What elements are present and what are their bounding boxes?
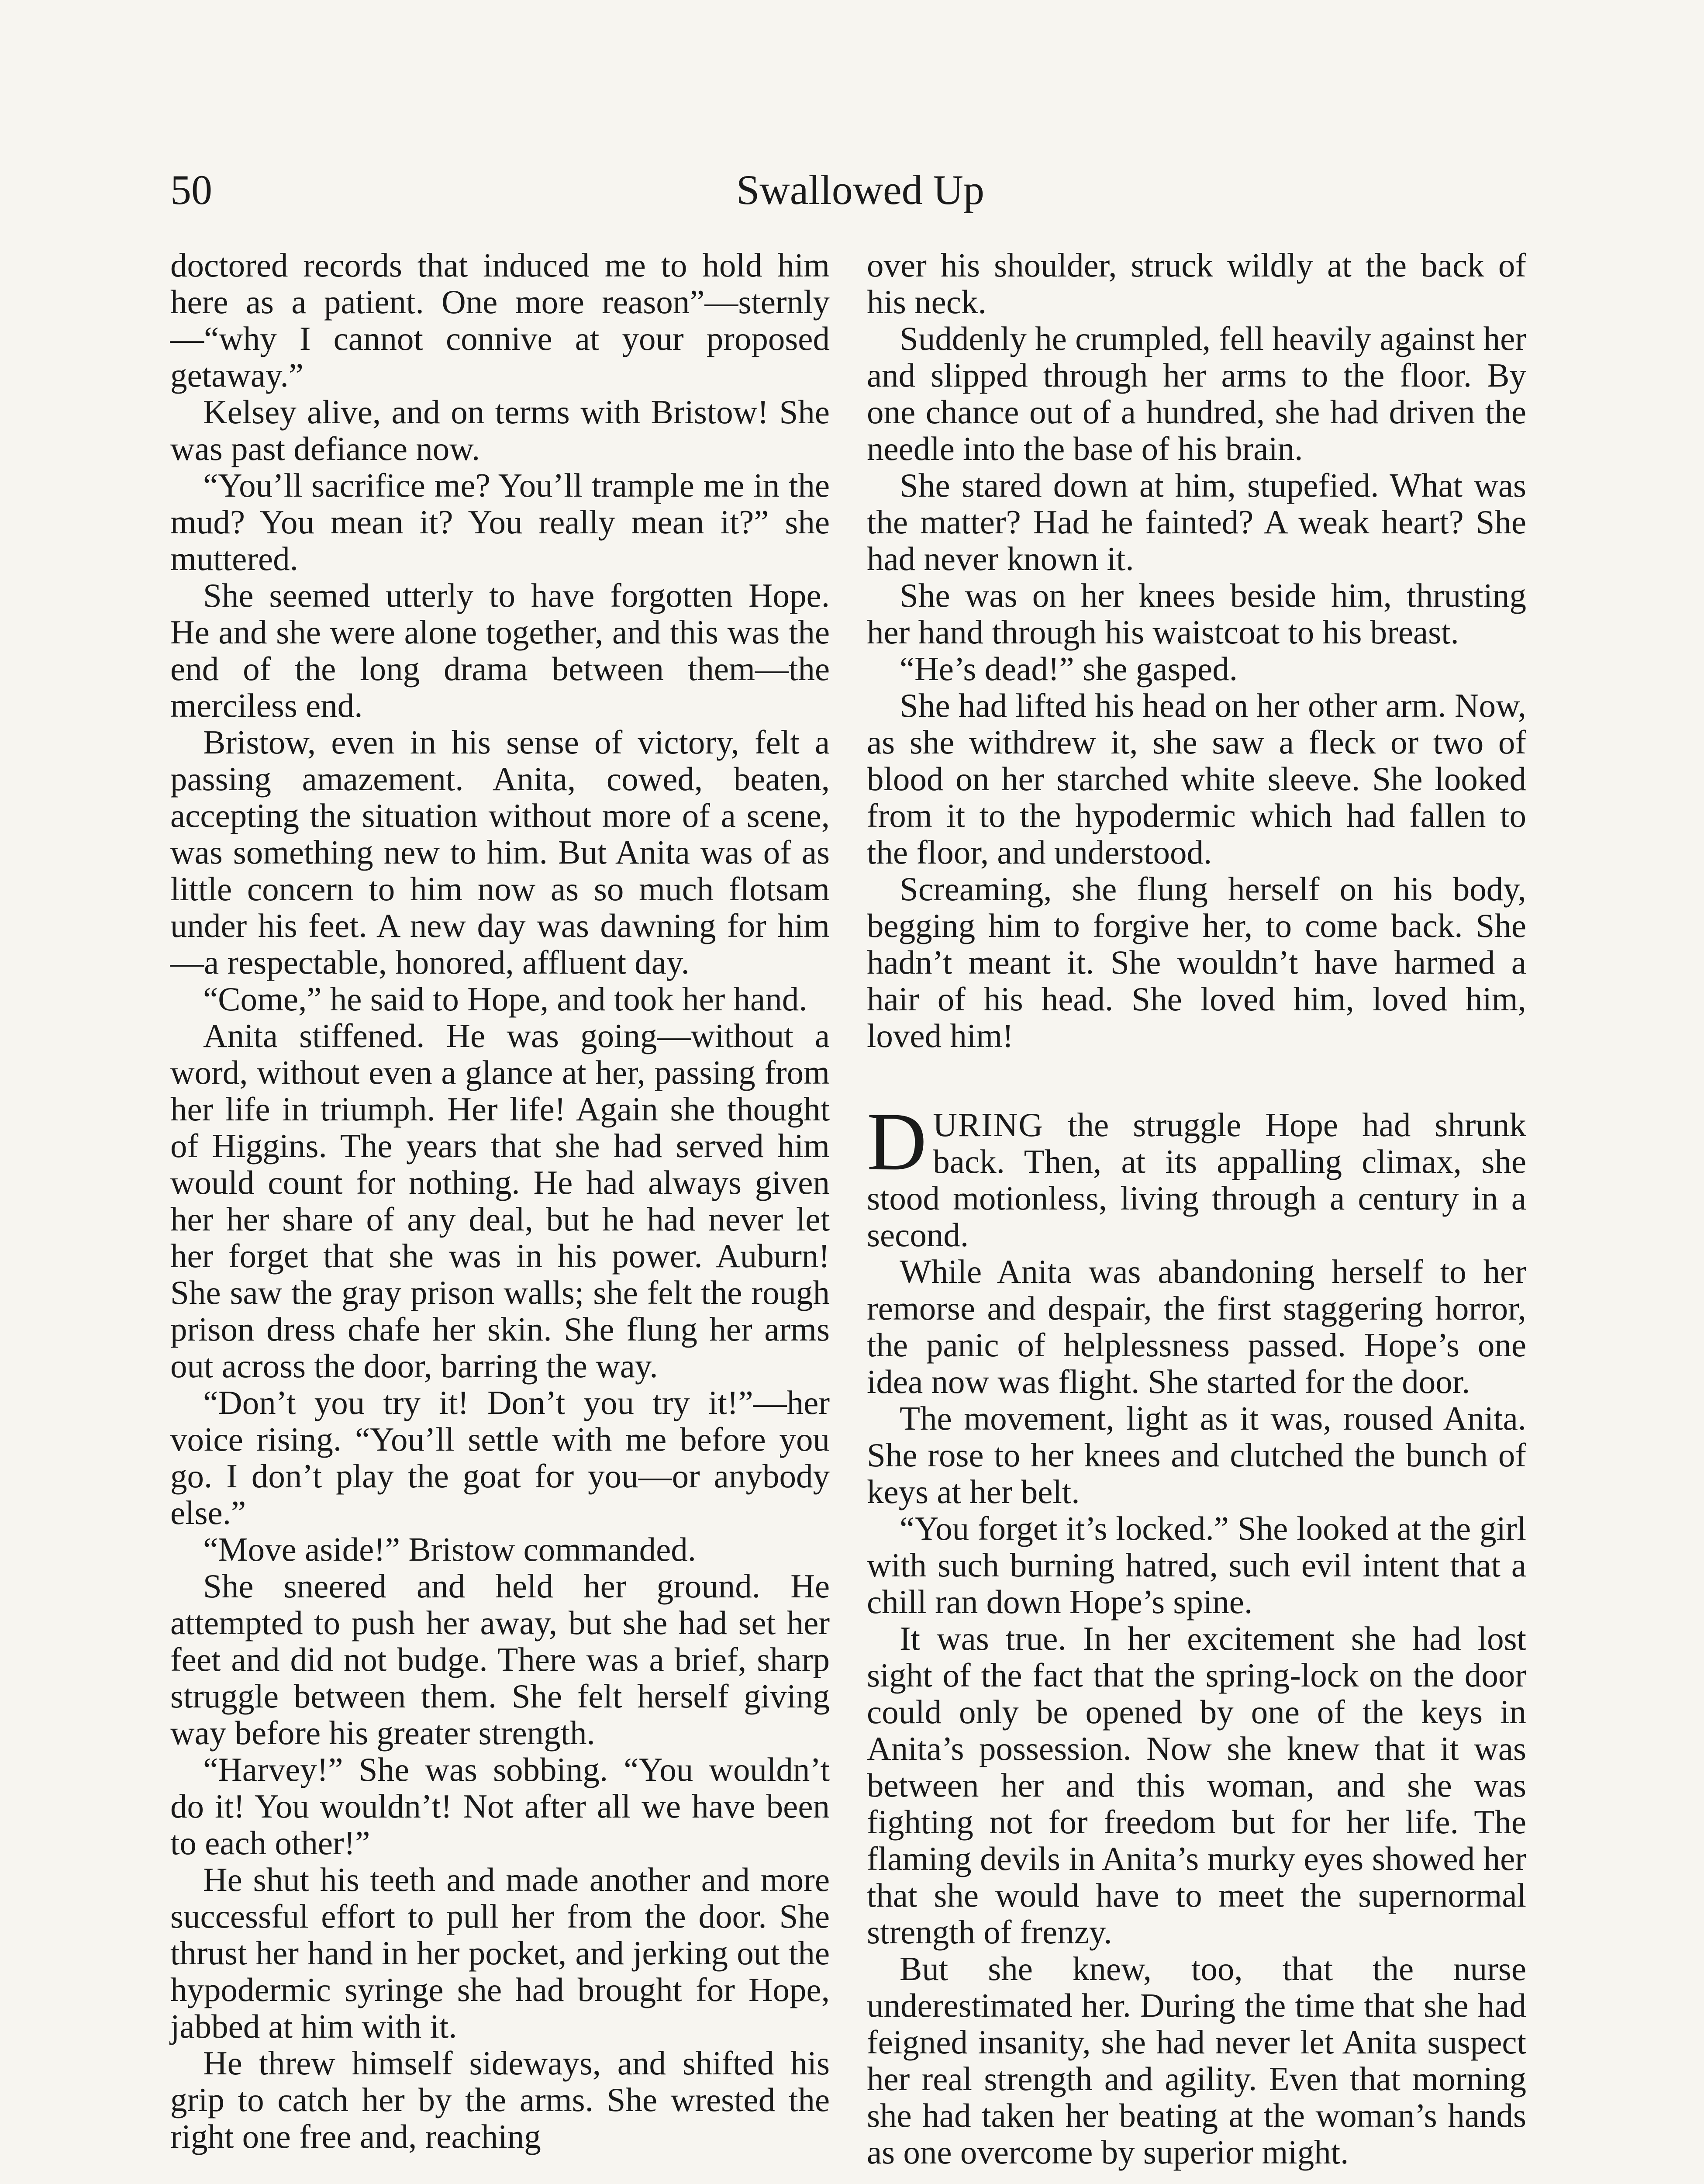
running-title: Swallowed Up — [736, 166, 984, 213]
paragraph: But she knew, too, that the nurse underestimated her. During the time that she had feigned insanity, she had never let Anita suspect her real strength and agility. Even that morning she had taken her beating at the woman’s hands as one overcome by superior might. — [867, 1950, 1526, 2171]
paragraph: “Harvey!” She was sobbing. “You wouldn’t do it! You wouldn’t! Not after all we have been to each other!” — [170, 1751, 830, 1862]
paragraph: Kelsey alive, and on terms with Bristow! She was past defiance now. — [170, 393, 830, 467]
paragraph: She had lifted his head on her other arm. Now, as she withdrew it, she saw a fleck or two of blood on her starched white sleeve. She looked from it to the hypodermic which had fallen to the floor, and understood. — [867, 687, 1526, 871]
lead-caps: URING — [933, 1106, 1044, 1144]
paragraph: She was on her knees beside him, thrusting her hand through his waistcoat to his breast. — [867, 577, 1526, 651]
paragraph: “Come,” he said to Hope, and took her hand. — [203, 980, 807, 1018]
paragraph: “He’s dead!” she gasped. — [900, 650, 1238, 688]
page-header — [170, 162, 1550, 218]
section-opening-paragraph — [867, 1096, 1526, 1254]
right-column — [867, 247, 1526, 2170]
paragraph: While Anita was abandoning herself to her remorse and despair, the first staggering horror, the panic of helplessness passed. Hope’s one idea now was flight. She started for the door. — [867, 1253, 1526, 1400]
paragraph: Screaming, she flung herself on his body, begging him to forgive her, to come back. She hadn’t meant it. She wouldn’t have harmed a hair of his head. She loved him, loved him, loved him! — [867, 870, 1526, 1054]
paragraph: The movement, light as it was, roused Anita. She rose to her knees and clutched the bunch of keys at her belt. — [867, 1400, 1526, 1510]
paragraph: doctored records that induced me to hold him here as a patient. One more reason”—sternly—“why I cannot connive at your proposed getaway.” — [170, 246, 830, 394]
paragraph: She sneered and held her ground. He attempted to push her away, but she had set her feet and did not budge. There was a brief, sharp struggle between them. She felt herself giving way before his greater strength. — [170, 1567, 830, 1752]
page-number: 50 — [170, 166, 212, 213]
paragraph: Anita stiffened. He was going—without a word, without even a glance at her, passing from her life in triumph. Her life! Again she thought of Higgins. The years that she had served him would count for nothing. He had always given her her share of any deal, but he had never let her forget that she was in his power. Auburn! She saw the gray prison walls; she felt the rough prison dress chafe her skin. She flung her arms out across the door, barring the way. — [170, 1017, 830, 1385]
paragraph: She seemed utterly to have forgotten Hope. He and she were alone together, and this was the end of the long drama between them—the merciless end. — [170, 577, 830, 724]
left-column — [170, 247, 830, 2155]
paragraph: “You’ll sacrifice me? You’ll trample me in the mud? You mean it? You really mean it?” she muttered. — [170, 467, 830, 577]
section-opening-text: the struggle Hope had shrunk back. Then, at its appalling climax, she stood motionless, living through a century in a second. — [867, 1106, 1526, 1254]
paragraph: He shut his teeth and made another and more successful effort to pull her from the door. She thrust her hand in her pocket, and jerking out the hypodermic syringe she had brought for Hope, jabbed at him with it. — [170, 1861, 830, 2045]
paragraph: Suddenly he crumpled, fell heavily against her and slipped through her arms to the floor. By one chance out of a hundred, she had driven the needle into the base of his brain. — [867, 320, 1526, 467]
paragraph: Bristow, even in his sense of victory, felt a passing amazement. Anita, cowed, beaten, accepting the situation without more of a scene, was something new to him. But Anita was of as little concern to him now as so much flotsam under his feet. A new day was dawning for him—a respectable, honored, affluent day. — [170, 723, 830, 981]
paragraph: over his shoulder, struck wildly at the back of his neck. — [867, 246, 1526, 321]
drop-cap: D — [867, 1096, 927, 1188]
paragraph: It was true. In her excitement she had lost sight of the fact that the spring-lock on the door could only be opened by one of the keys in Anita’s possession. Now she knew that it was between her and this woman, and she was fighting not for freedom but for her life. The flaming devils in Anita’s murky eyes showed her that she would have to meet the supernormal strength of frenzy. — [867, 1620, 1526, 1951]
paragraph: “Move aside!” Bristow commanded. — [203, 1531, 697, 1568]
paragraph: She stared down at him, stupefied. What was the matter? Had he fainted? A weak heart? She had never known it. — [867, 467, 1526, 577]
paragraph: “You forget it’s locked.” She looked at the girl with such burning hatred, such evil intent that a chill ran down Hope’s spine. — [867, 1510, 1526, 1621]
paragraph: He threw himself sideways, and shifted his grip to catch her by the arms. She wrested the right one free and, reaching — [170, 2044, 830, 2155]
paragraph: “Don’t you try it! Don’t you try it!”—her voice rising. “You’ll settle with me before you go. I don’t play the goat for you—or anybody else.” — [170, 1384, 830, 1531]
